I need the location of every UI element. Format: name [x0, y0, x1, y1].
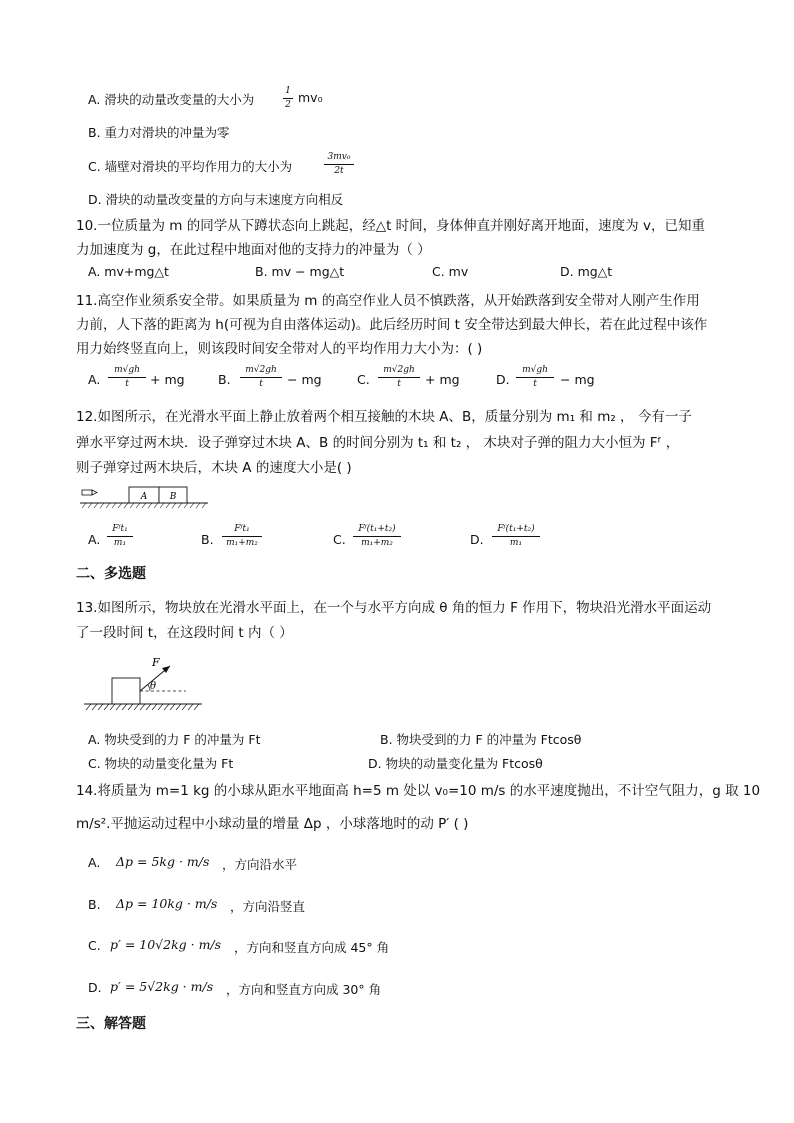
q12-option-a-fraction [107, 524, 133, 549]
block-b-label: B [169, 492, 177, 502]
q12-stem-line1: 12.如图所示，在光滑水平面上静止放着两个相互接触的木块 A、B，质量分别为 m₁ 和 m₂ ， 今有一子 [76, 409, 692, 425]
fraction-numerator: m√gh [522, 365, 548, 375]
q14-option-b-expression: Δp = 10kg · m/s [116, 896, 218, 911]
q10-stem-line1: 10.一位质量为 m 的同学从下蹲状态向上跳起，经△t 时间，身体伸直并刚好离开地面，速度为 v，已知重 [76, 218, 705, 234]
q14-option-c-expression: p′ = 10√2kg · m/s [110, 937, 222, 952]
fraction-denominator: 2t [334, 166, 344, 176]
fraction-denominator: m₁ [509, 538, 523, 548]
q10-stem-line2: 力加速度为 g，在此过程中地面对他的支持力的冲量为（ ） [76, 242, 431, 258]
fraction-denominator: t [125, 379, 129, 389]
q11-option-a-fraction [108, 365, 146, 390]
q12-figure-blocks [80, 484, 210, 510]
q11-option-d-tail: − mg [560, 372, 595, 387]
ground-hatching [82, 503, 206, 508]
q14-option-a-text: ，方向沿水平 [222, 857, 298, 872]
ground-hatching [86, 704, 199, 710]
fraction-numerator: Fᶠ(t₁+t₂) [358, 524, 396, 534]
q14-option-d-label: D. [88, 980, 102, 995]
q14-option-c-label: C. [88, 938, 101, 953]
q13-option-d: D. 物块的动量变化量为 Ftcosθ [368, 756, 543, 771]
q13-option-b: B. 物块受到的力 F 的冲量为 Ftcosθ [380, 732, 582, 747]
q12-option-d-fraction [492, 524, 540, 549]
q9-option-a-tail: mv₀ [298, 90, 323, 105]
q14-stem-line1: 14.将质量为 m=1 kg 的小球从距水平地面高 h=5 m 处以 v₀=10 m/s 的水平速度抛出，不计空气阻力，g 取 10 [76, 783, 761, 799]
q11-option-b-fraction [240, 365, 282, 390]
fraction-denominator: t [259, 379, 263, 389]
q11-option-b-tail: − mg [287, 372, 322, 387]
q12-stem-line3: 则子弹穿过两木块后，木块 A 的速度大小是( ) [76, 460, 352, 476]
q11-stem-line2: 力前，人下落的距离为 h(可视为自由落体运动)。此后经历时间 t 安全带达到最大伸长，若在此过程中该作 [76, 317, 708, 333]
q11-option-c-label: C. [357, 372, 370, 387]
force-label: F [152, 656, 160, 669]
q12-option-c-label: C. [333, 532, 346, 547]
q13-stem-line2: 了一段时间 t，在这段时间 t 内（ ） [76, 625, 293, 641]
fraction-numerator: Fᶠt₁ [112, 524, 128, 534]
q14-stem-line2: m/s².平抛运动过程中小球动量的增量 Δp ，小球落地时的动 P′ ( ) [76, 816, 469, 832]
block-a-label: A [140, 492, 148, 502]
q10-option-d: D. mg△t [560, 264, 613, 279]
fraction-numerator: Fᶠt₁ [234, 524, 250, 534]
q10-option-a: A. mv+mg△t [88, 264, 169, 279]
q11-option-d-label: D. [496, 372, 510, 387]
fraction-numerator: 3mv₀ [327, 152, 351, 162]
q10-option-c: C. mv [432, 264, 469, 279]
q13-option-a: A. 物块受到的力 F 的冲量为 Ft [88, 732, 261, 747]
q9-option-c: C. 墙壁对滑块的平均作用力的大小为 [88, 159, 293, 174]
q11-stem-line1: 11.高空作业须系安全带。如果质量为 m 的高空作业人员不慎跌落，从开始跌落到安全带对人刚产生作用 [76, 293, 700, 309]
section-multiple-choice-title: 二、多选题 [76, 566, 146, 582]
q12-option-b-label: B. [201, 532, 214, 547]
q11-option-a-label: A. [88, 372, 101, 387]
q12-option-d-label: D. [470, 532, 484, 547]
q14-option-a-label: A. [88, 855, 101, 870]
fraction-denominator: 2 [285, 100, 291, 110]
fraction-denominator: m₁+m₂ [226, 538, 258, 548]
q11-option-c-fraction [378, 365, 420, 390]
block [112, 678, 140, 704]
q9-option-a [88, 90, 254, 108]
q14-option-c-text: ，方向和竖直方向成 45° 角 [234, 940, 390, 955]
q13-option-c: C. 物块的动量变化量为 Ft [88, 756, 234, 771]
fraction-numerator: m√gh [114, 365, 140, 375]
q9-option-b: B. 重力对滑块的冲量为零 [88, 125, 230, 140]
fraction-numerator: 1 [285, 86, 291, 96]
q14-option-d-expression: p′ = 5√2kg · m/s [110, 979, 214, 994]
fraction-denominator: t [397, 379, 401, 389]
q9-option-c-fraction [324, 152, 354, 177]
q9-option-a-text: A. 滑块的动量改变量的大小为 [88, 92, 255, 107]
fraction-numerator: Fᶠ(t₁+t₂) [497, 524, 535, 534]
section-answer-questions-title: 三、解答题 [76, 1016, 146, 1032]
q11-option-d-fraction [516, 365, 554, 390]
q11-option-a-tail: + mg [150, 372, 185, 387]
q9-option-a-fraction [283, 86, 293, 111]
q12-option-b-fraction [222, 524, 262, 549]
fraction-denominator: t [533, 379, 537, 389]
angle-label: θ [150, 681, 157, 692]
bullet-icon [82, 490, 97, 495]
q14-option-b-text: ，方向沿竖直 [230, 899, 306, 914]
fraction-denominator: m₁ [113, 538, 127, 548]
fraction-numerator: m√2gh [245, 365, 277, 375]
q12-option-a-label: A. [88, 532, 101, 547]
q11-option-b-label: B. [218, 372, 231, 387]
q11-stem-line3: 用力始终竖直向上，则该段时间安全带对人的平均作用力大小为：( ) [76, 341, 483, 357]
fraction-denominator: m₁+m₂ [361, 538, 393, 548]
fraction-numerator: m√2gh [383, 365, 415, 375]
q10-option-b: B. mv − mg△t [255, 264, 345, 279]
q12-option-c-fraction [353, 524, 401, 549]
q14-option-a-expression: Δp = 5kg · m/s [116, 854, 210, 869]
q13-stem-line1: 13.如图所示，物块放在光滑水平面上，在一个与水平方向成 θ 角的恒力 F 作用下，物块沿光滑水平面运动 [76, 600, 712, 616]
q14-option-d-text: ，方向和竖直方向成 30° 角 [226, 982, 382, 997]
q11-option-c-tail: + mg [425, 372, 460, 387]
q13-figure-block-force [84, 654, 204, 716]
q14-option-b-label: B. [88, 897, 101, 912]
q12-stem-line2: 弹水平穿过两木块．设子弹穿过木块 A、B 的时间分别为 t₁ 和 t₂ ， 木块对子弹的阻力大小恒为 Fᶠ ， [76, 435, 680, 451]
q9-option-d: D. 滑块的动量改变量的方向与末速度方向相反 [88, 192, 344, 207]
